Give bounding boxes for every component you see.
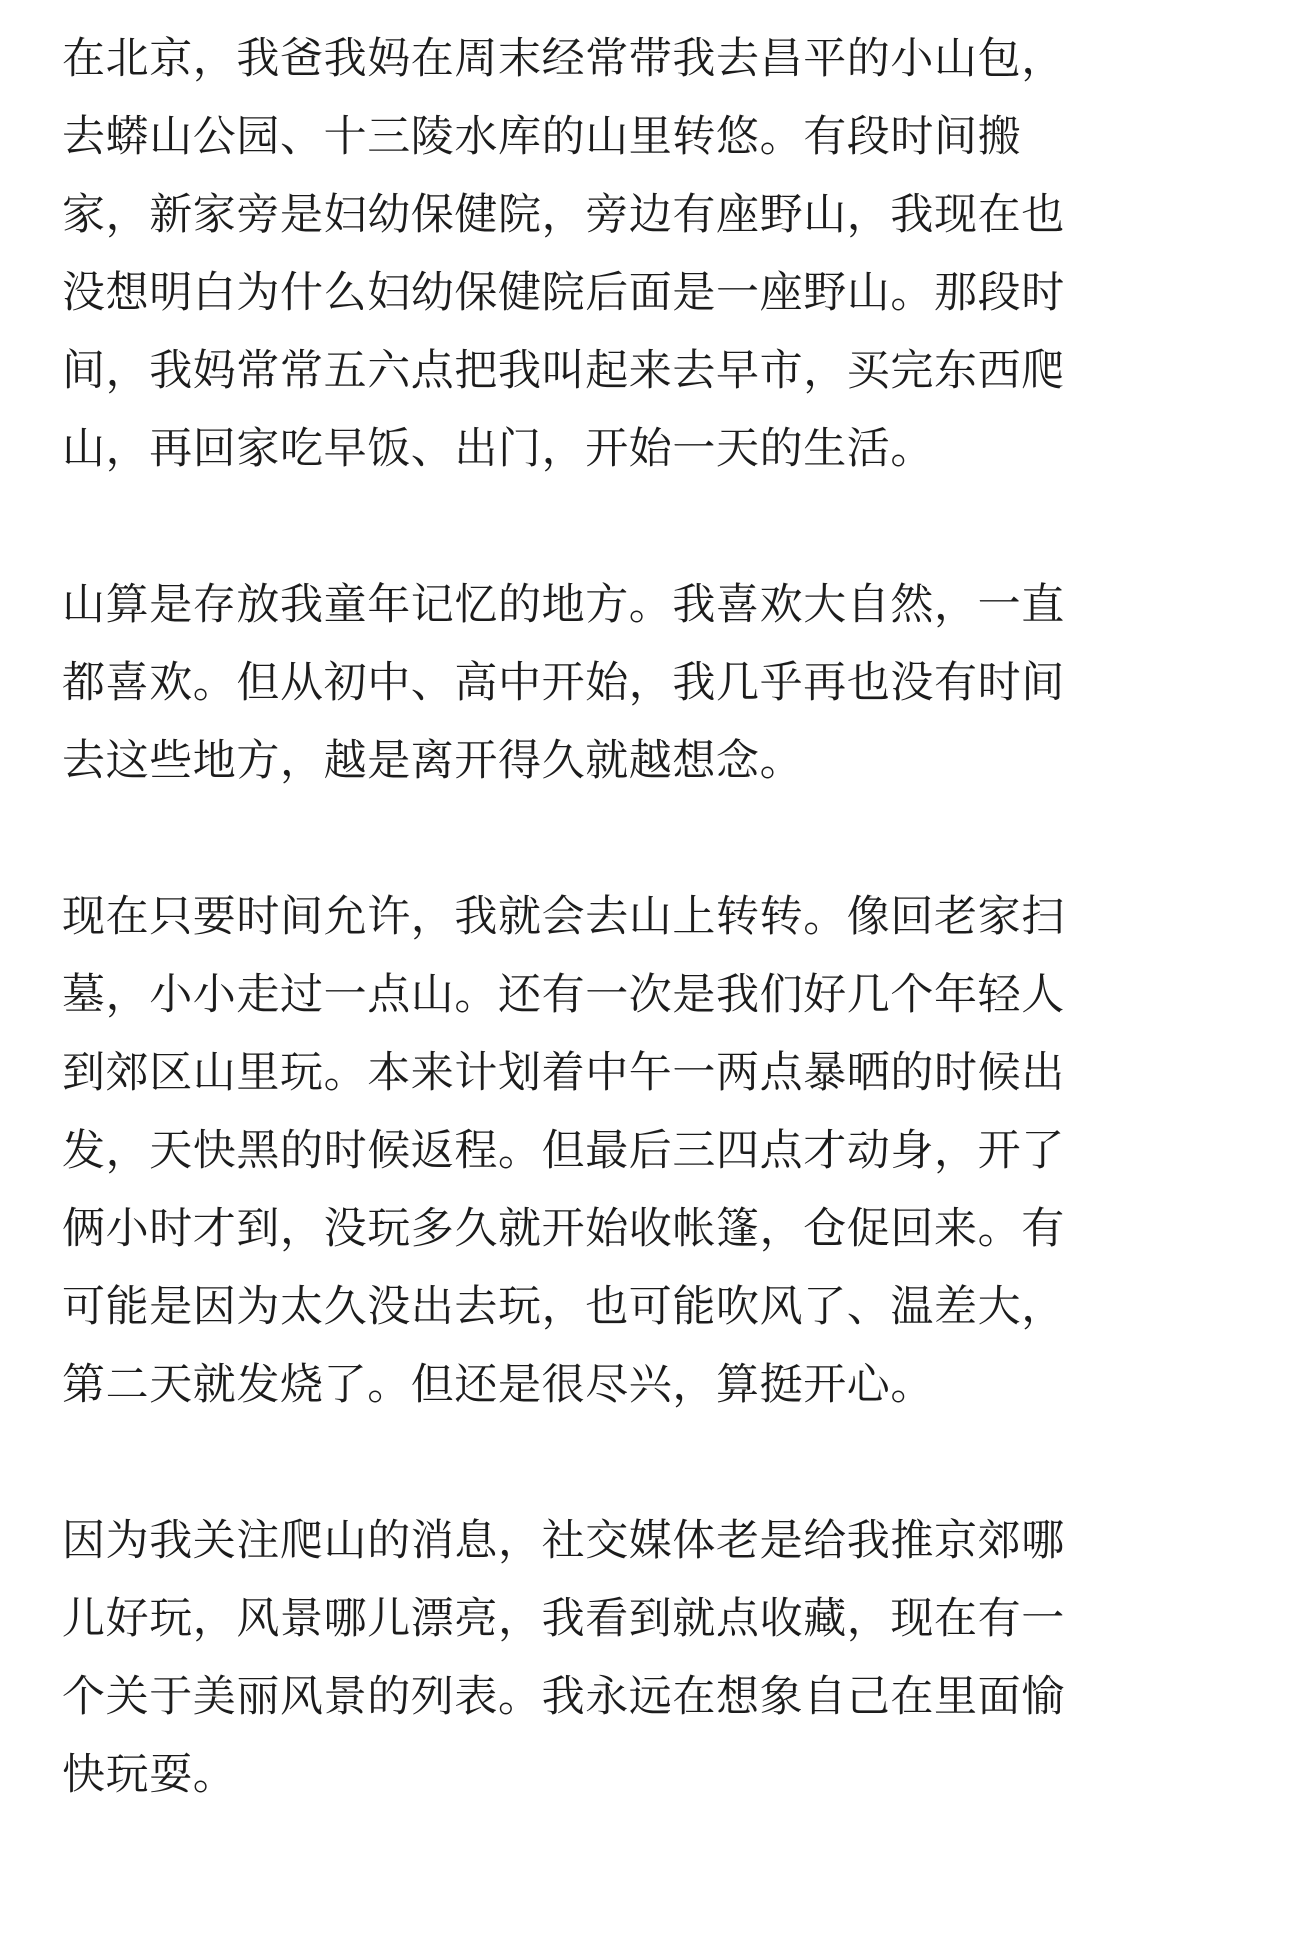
text-line: 去蟒山公园、十三陵水库的山里转悠。有段时间搬 bbox=[62, 112, 1022, 162]
text-line: 都喜欢。但从初中、高中开始，我几乎再也没有时间 bbox=[62, 658, 1065, 708]
paragraph-2 bbox=[62, 566, 1228, 800]
text-line: 间，我妈常常五六点把我叫起来去早市，买完东西爬 bbox=[62, 346, 1065, 396]
text-line: 快玩耍。 bbox=[62, 1750, 237, 1800]
text-line: 去这些地方，越是离开得久就越想念。 bbox=[62, 736, 804, 786]
text-line: 第二天就发烧了。但还是很尽兴，算挺开心。 bbox=[62, 1360, 934, 1410]
text-line: 可能是因为太久没出去玩，也可能吹风了、温差大， bbox=[62, 1282, 1065, 1332]
text-line: 现在只要时间允许，我就会去山上转转。像回老家扫 bbox=[62, 892, 1065, 942]
paragraph-3 bbox=[62, 878, 1228, 1424]
text-line: 山算是存放我童年记忆的地方。我喜欢大自然，一直 bbox=[62, 580, 1065, 630]
text-line: 俩小时才到，没玩多久就开始收帐篷，仓促回来。有 bbox=[62, 1204, 1065, 1254]
text-line: 在北京，我爸我妈在周末经常带我去昌平的小山包， bbox=[62, 34, 1065, 84]
paragraph-1 bbox=[62, 20, 1228, 488]
text-line: 个关于美丽风景的列表。我永远在想象自己在里面愉 bbox=[62, 1672, 1065, 1722]
text-line: 墓，小小走过一点山。还有一次是我们好几个年轻人 bbox=[62, 970, 1065, 1020]
text-line: 山，再回家吃早饭、出门，开始一天的生活。 bbox=[62, 424, 934, 474]
paragraph-4 bbox=[62, 1502, 1228, 1814]
text-line: 发，天快黑的时候返程。但最后三四点才动身，开了 bbox=[62, 1126, 1065, 1176]
text-line: 儿好玩，风景哪儿漂亮，我看到就点收藏，现在有一 bbox=[62, 1594, 1065, 1644]
text-line: 家，新家旁是妇幼保健院，旁边有座野山，我现在也 bbox=[62, 190, 1065, 240]
text-line: 因为我关注爬山的消息，社交媒体老是给我推京郊哪 bbox=[62, 1516, 1065, 1566]
text-line: 到郊区山里玩。本来计划着中午一两点暴晒的时候出 bbox=[62, 1048, 1065, 1098]
text-line: 没想明白为什么妇幼保健院后面是一座野山。那段时 bbox=[62, 268, 1065, 318]
